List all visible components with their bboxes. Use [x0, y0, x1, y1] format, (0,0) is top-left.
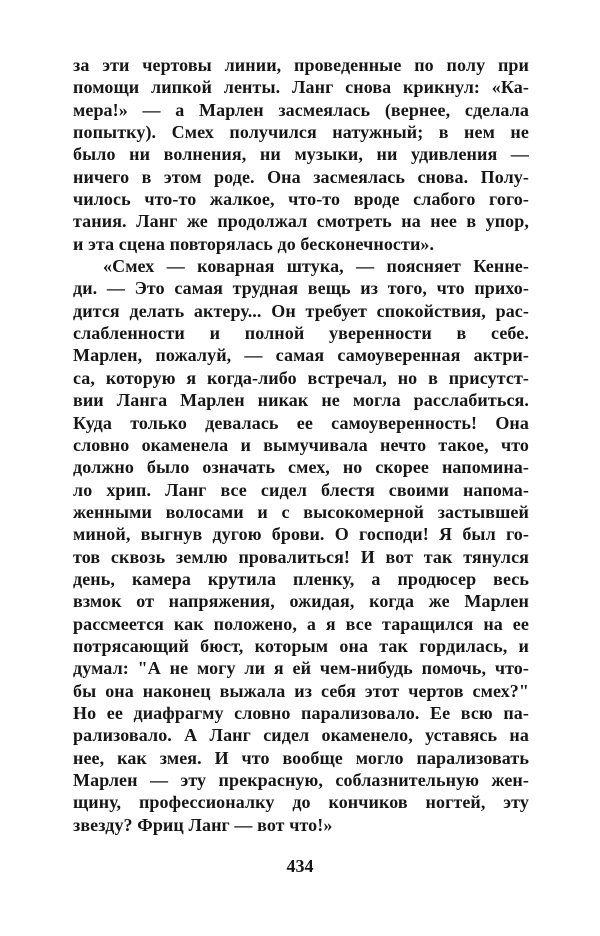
text-line: бы она наконец выжала из себя этот чертов смех?" — [73, 680, 529, 701]
text-line: за эти чертовы линии, проведенные по полу при — [73, 55, 529, 75]
text-line: тания. Ланг же продолжал смотреть на нее в упор, — [73, 211, 529, 232]
text-line: чилось что-то жалкое, что-то вроде слабого гого- — [73, 189, 529, 210]
text-line: слабленности и полной уверенности в себе. — [73, 323, 529, 344]
body-text — [73, 54, 529, 836]
text-line: рализовало. А Ланг сидел окаменело, уставясь на — [73, 725, 529, 746]
text-line: щину, профессионалку до кончиков ногтей, эту — [73, 792, 529, 813]
text-line: мера!» — а Марлен засмеялась (вернее, сделала — [73, 99, 529, 120]
text-line: словно окаменела и вымучивала нечто такое, что — [73, 434, 529, 455]
text-line: потрясающий бюст, которым она так гордилась, и — [73, 635, 529, 656]
text-line: попытку). Смех получился натужный; в нем не — [73, 122, 529, 143]
text-line: ло хрип. Ланг все сидел блестя своими напома- — [73, 479, 529, 500]
text-line: помощи липкой ленты. Ланг снова крикнул: «Ка- — [73, 77, 529, 98]
text-line: ди. — Это самая трудная вещь из того, что прихо- — [73, 278, 529, 299]
text-line: звезду? Фриц Ланг — вот что!» — [73, 814, 333, 835]
text-line: думал: "А не могу ли я ей чем-нибудь помочь, что- — [73, 658, 529, 679]
text-line: Марлен, пожалуй, — самая самоуверенная актри- — [73, 345, 529, 366]
text-line: Но ее диафрагму словно парализовало. Ее всю па- — [73, 702, 529, 723]
text-line: вии Ланга Марлен никак не могла расслабиться. — [73, 390, 529, 411]
page-number: 434 — [286, 856, 314, 876]
text-line: взмок от напряжения, ожидая, когда же Марлен — [73, 591, 529, 612]
text-line: миной, выгнув дугою брови. О господи! Я был го- — [73, 524, 529, 545]
text-line: нее, как змея. И что вообще могло парализовать — [73, 747, 529, 768]
text-line: Куда только девалась ее самоуверенность! Она — [73, 412, 529, 433]
text-line: са, которую я когда-либо встречал, но в присутст- — [73, 367, 529, 388]
text-line: «Смех — коварная штука, — поясняет Кенне- — [103, 256, 529, 277]
text-line: должно было означать смех, но скорее напомина- — [73, 457, 529, 478]
text-line: было ни волнения, ни музыки, ни удивления — — [73, 144, 529, 165]
text-line: ничего в этом роде. Она засмеялась снова. Полу- — [73, 166, 529, 187]
text-line: женными волосами и с высокомерной застывшей — [73, 501, 529, 522]
text-line: день, камера крутила пленку, а продюсер весь — [73, 568, 529, 589]
text-line: дится делать актеру... Он требует спокойствия, рас- — [73, 300, 529, 321]
text-line: и эта сцена повторялась до бесконечности». — [73, 233, 435, 254]
text-line: тов сквозь землю провалиться! И вот так тянулся — [73, 546, 529, 567]
text-line: рассмеется как положено, а я все таращился на ее — [73, 613, 529, 634]
text-line: Марлен — эту прекрасную, соблазнительную жен- — [73, 770, 529, 790]
